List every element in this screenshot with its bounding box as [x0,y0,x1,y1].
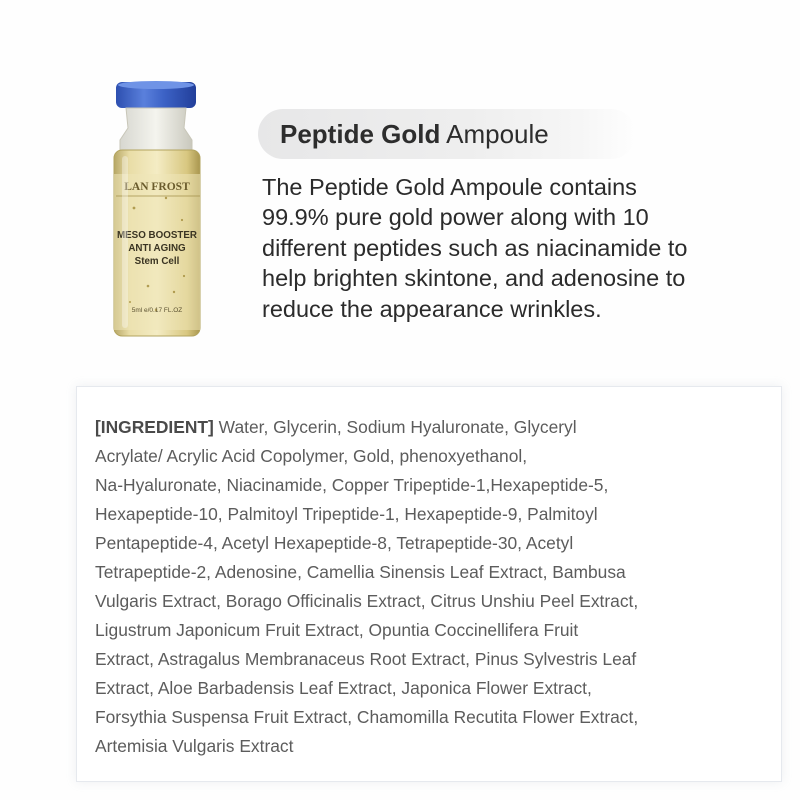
ingredients-line: Vulgaris Extract, Borago Officinalis Extract, Citrus Unshiu Peel Extract, [95,591,639,611]
ingredients-line: Ligustrum Japonicum Fruit Extract, Opuntia Coccinellifera Fruit [95,620,579,640]
ingredients-text [95,413,775,761]
vial-volume-text: 5ml e/0.17 FL.OZ [131,307,183,314]
ingredients-label: [INGREDIENT] [95,417,214,437]
ingredients-line: Tetrapeptide-2, Adenosine, Camellia Sinensis Leaf Extract, Bambusa [95,562,626,582]
description-line: help brighten skintone, and adenosine to [262,265,686,292]
ingredients-line: Hexapeptide-10, Palmitoyl Tripeptide-1, Hexapeptide-9, Palmitoyl [95,504,598,524]
product-title-bold: Peptide Gold [280,118,441,149]
ingredients-line: Pentapeptide-4, Acetyl Hexapeptide-8, Tetrapeptide-30, Acetyl [95,533,574,553]
description-line: 99.9% pure gold power along with 10 [262,204,649,231]
ingredients-line: Forsythia Suspensa Fruit Extract, Chamomilla Recutita Flower Extract, [95,707,639,727]
product-title-rest: Ampoule [440,118,549,149]
ingredients-line: Extract, Aloe Barbadensis Leaf Extract, Japonica Flower Extract, [95,678,592,698]
vial-label-line-2: ANTI AGING [128,243,186,254]
vial-label-line-3: Stem Cell [134,256,180,267]
description-line: The Peptide Gold Ampoule contains [262,174,637,200]
product-title-pill [258,109,636,159]
ingredients-line: Na-Hyaluronate, Niacinamide, Copper Tripeptide-1,Hexapeptide-5, [95,475,609,495]
ingredients-line: Artemisia Vulgaris Extract [95,736,294,756]
description-line: different peptides such as niacinamide to [262,234,688,261]
vial-label-line-1: MESO BOOSTER [116,230,198,241]
ingredients-panel [76,386,782,782]
product-description [262,172,762,324]
ingredients-line: Acrylate/ Acrylic Acid Copolymer, Gold, phenoxyethanol, [95,446,528,466]
vial-brand-text: LAN FROST [124,181,190,193]
ingredients-first-line: Water, Glycerin, Sodium Hyaluronate, Glyceryl [213,417,577,437]
ingredients-line [95,413,775,442]
ingredients-line: Extract, Astragalus Membranaceus Root Extract, Pinus Sylvestris Leaf [95,649,637,669]
ampoule-vial-image [104,80,210,342]
description-line: reduce the appearance wrinkles. [262,295,602,322]
